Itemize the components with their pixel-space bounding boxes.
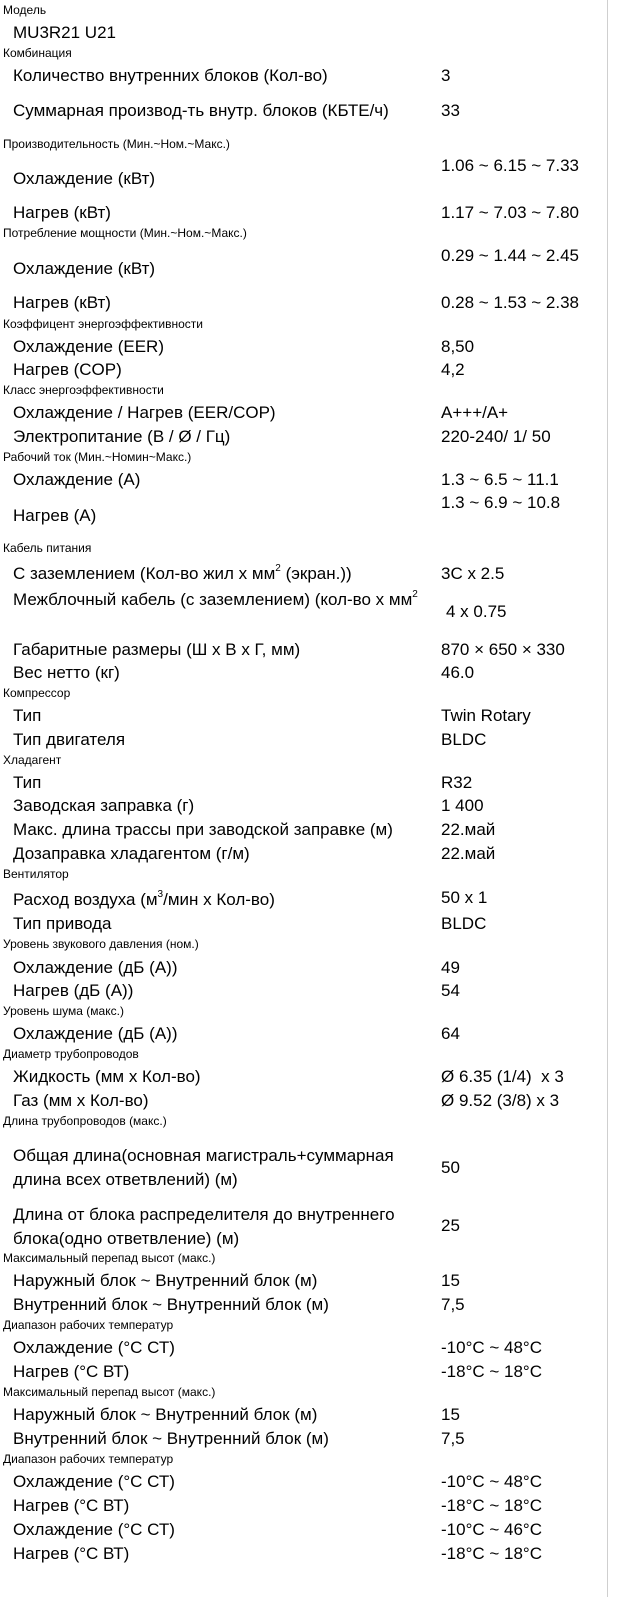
section-header: Хладагент [3,753,62,767]
spec-label: Нагрев (°C ВТ) [13,1544,130,1563]
spec-label: Габаритные размеры (Ш x В x Г, мм) [13,640,301,659]
spec-label: Электропитание (В / Ø / Гц) [13,427,231,446]
section-header: Диапазон рабочих температур [3,1318,174,1332]
spec-label: Охлаждение (°C СТ) [13,1520,175,1539]
spec-label: Тип привода [13,914,112,933]
spec-label: Охлаждение (дБ (А)) [13,958,178,977]
section-header: Производительность (Мин.~Ном.~Макс.) [3,137,230,151]
spec-value: 22.май [441,844,496,863]
section-header: Уровень звукового давления (ном.) [3,937,199,951]
spec-label: Охлаждение (кВт) [13,169,156,188]
spec-label: Нагрев (°C ВТ) [13,1362,130,1381]
spec-value: 64 [441,1024,460,1043]
spec-value: 49 [441,958,460,977]
spec-value: 22.май [441,820,496,839]
spec-value: 8,50 [441,337,475,356]
spec-value: 7,5 [441,1429,465,1448]
spec-value: 15 [441,1271,460,1290]
spec-label: Тип [13,706,42,725]
spec-value: BLDC [441,914,487,933]
spec-value: Twin Rotary [441,706,531,725]
spec-value: -10°C ~ 48°C [441,1472,543,1491]
spec-label: Внутренний блок ~ Внутренний блок (м) [13,1295,329,1314]
spec-value: -18°C ~ 18°C [441,1496,543,1515]
spec-value: 1 400 [441,796,484,815]
section-header: Уровень шума (макс.) [3,1004,124,1018]
spec-value: 1.3 ~ 6.5 ~ 11.1 [441,470,559,489]
spec-value: 54 [441,981,460,1000]
spec-label: Жидкость (мм х Кол-во) [13,1067,201,1086]
spec-label: Количество внутренних блоков (Кол-во) [13,66,328,85]
spec-label: Нагрев (COP) [13,360,122,379]
spec-value: Ø 9.52 (3/8) x 3 [441,1091,560,1110]
section-header: Максимальный перепад высот (макс.) [3,1251,216,1265]
section-header: Диапазон рабочих температур [3,1452,174,1466]
section-header: Максимальный перепад высот (макс.) [3,1385,216,1399]
spec-value: R32 [441,773,473,792]
spec-label: Нагрев (кВт) [13,203,111,222]
section-header: Рабочий ток (Мин.~Номин~Макс.) [3,450,192,464]
section-header: Кабель питания [3,541,92,555]
spec-value: 1.06 ~ 6.15 ~ 7.33 [441,156,580,175]
spec-value: 4,2 [441,360,465,379]
section-header: Вентилятор [3,867,69,881]
section-header: Длина трубопроводов (макс.) [3,1114,167,1128]
section-header-model: Модель [3,3,47,17]
spec-value: 33 [441,101,460,120]
spec-value: 25 [441,1216,460,1235]
spec-value: 220-240/ 1/ 50 [441,427,551,446]
spec-value: A+++/A+ [441,403,509,422]
spec-label: Газ (мм х Кол-во) [13,1091,149,1110]
section-header: Компрессор [3,686,71,700]
spec-value: BLDC [441,730,487,749]
section-header: Диаметр трубопроводов [3,1047,139,1061]
spec-value: 1.3 ~ 6.9 ~ 10.8 [441,493,561,512]
spec-label: Охлаждение (А) [13,470,141,489]
spec-label: Охлаждение (кВт) [13,259,156,278]
spec-value: -18°C ~ 18°C [441,1544,543,1563]
spec-label: Расход воздуха ($м^3$/мин х Кол-во) [13,889,275,909]
spec-value: 3 [441,66,451,85]
spec-value: -10°C ~ 48°C [441,1338,543,1357]
spec-value: -18°C ~ 18°C [441,1362,543,1381]
spec-value: 46.0 [441,663,475,682]
model-value: MU3R21 U21 [13,23,116,42]
spec-value: 0.28 ~ 1.53 ~ 2.38 [441,293,580,312]
spec-value: -10°C ~ 46°C [441,1520,543,1539]
spec-value: 7,5 [441,1295,465,1314]
spec-label: Охлаждение (EER) [13,337,164,356]
spec-value: 870 × 650 × 330 [441,640,565,659]
spec-label: Охлаждение / Нагрев (EER/COP) [13,403,276,422]
section-header: Комбинация [3,46,72,60]
spec-value: 1.17 ~ 7.03 ~ 7.80 [441,203,580,222]
section-header: Класс энергоэффективности [3,383,164,397]
spec-label: Охлаждение (дБ (А)) [13,1024,178,1043]
spec-label: Вес нетто (кг) [13,663,120,682]
spec-label: Внутренний блок ~ Внутренний блок (м) [13,1429,329,1448]
spec-label: Макс. длина трассы при заводской заправке (м) [13,820,393,839]
spec-label: Тип двигателя [13,730,126,749]
spec-label: Нагрев (°C ВТ) [13,1496,130,1515]
spec-label: Охлаждение (°C СТ) [13,1338,175,1357]
spec-value: 4 x 0.75 [446,602,507,621]
spec-label: Межблочный кабель (с заземлением) (кол-во x $мм^2$ [13,589,418,609]
spec-label: Наружный блок ~ Внутренний блок (м) [13,1271,318,1290]
spec-value: 50 [441,1158,460,1177]
spec-value: 15 [441,1405,460,1424]
spec-label: Дозаправка хладагентом (г/м) [13,844,250,863]
spec-label: Тип [13,773,42,792]
spec-label: Нагрев (А) [13,506,97,525]
spec-label: Длина от блока распределителя до внутреннего блока(одно ответвление) (м) [13,1205,395,1248]
spec-label: С заземлением (Кол-во жил x $мм^2$ (экран.)) [13,563,352,583]
spec-label: Суммарная производ-ть внутр. блоков (КБТЕ/ч) [13,101,389,120]
spec-label: Наружный блок ~ Внутренний блок (м) [13,1405,318,1424]
section-header: Потребление мощности (Мин.~Ном.~Макс.) [3,226,247,240]
spec-value: 0.29 ~ 1.44 ~ 2.45 [441,246,580,265]
spec-label: Охлаждение (°C СТ) [13,1472,175,1491]
spec-label: Нагрев (кВт) [13,293,111,312]
spec-value: 50 x 1 [441,888,488,907]
spec-value: Ø 6.35 (1/4) x 3 [441,1067,564,1086]
spec-label: Нагрев (дБ (А)) [13,981,134,1000]
section-header: Коэффицент энергоэффективности [3,317,203,331]
spec-label: Общая длина(основная магистраль+суммарная длина всех ответвлений) (м) [13,1146,394,1189]
spec-label: Заводская заправка (г) [13,796,195,815]
spec-value: 3С х 2.5 [441,564,505,583]
